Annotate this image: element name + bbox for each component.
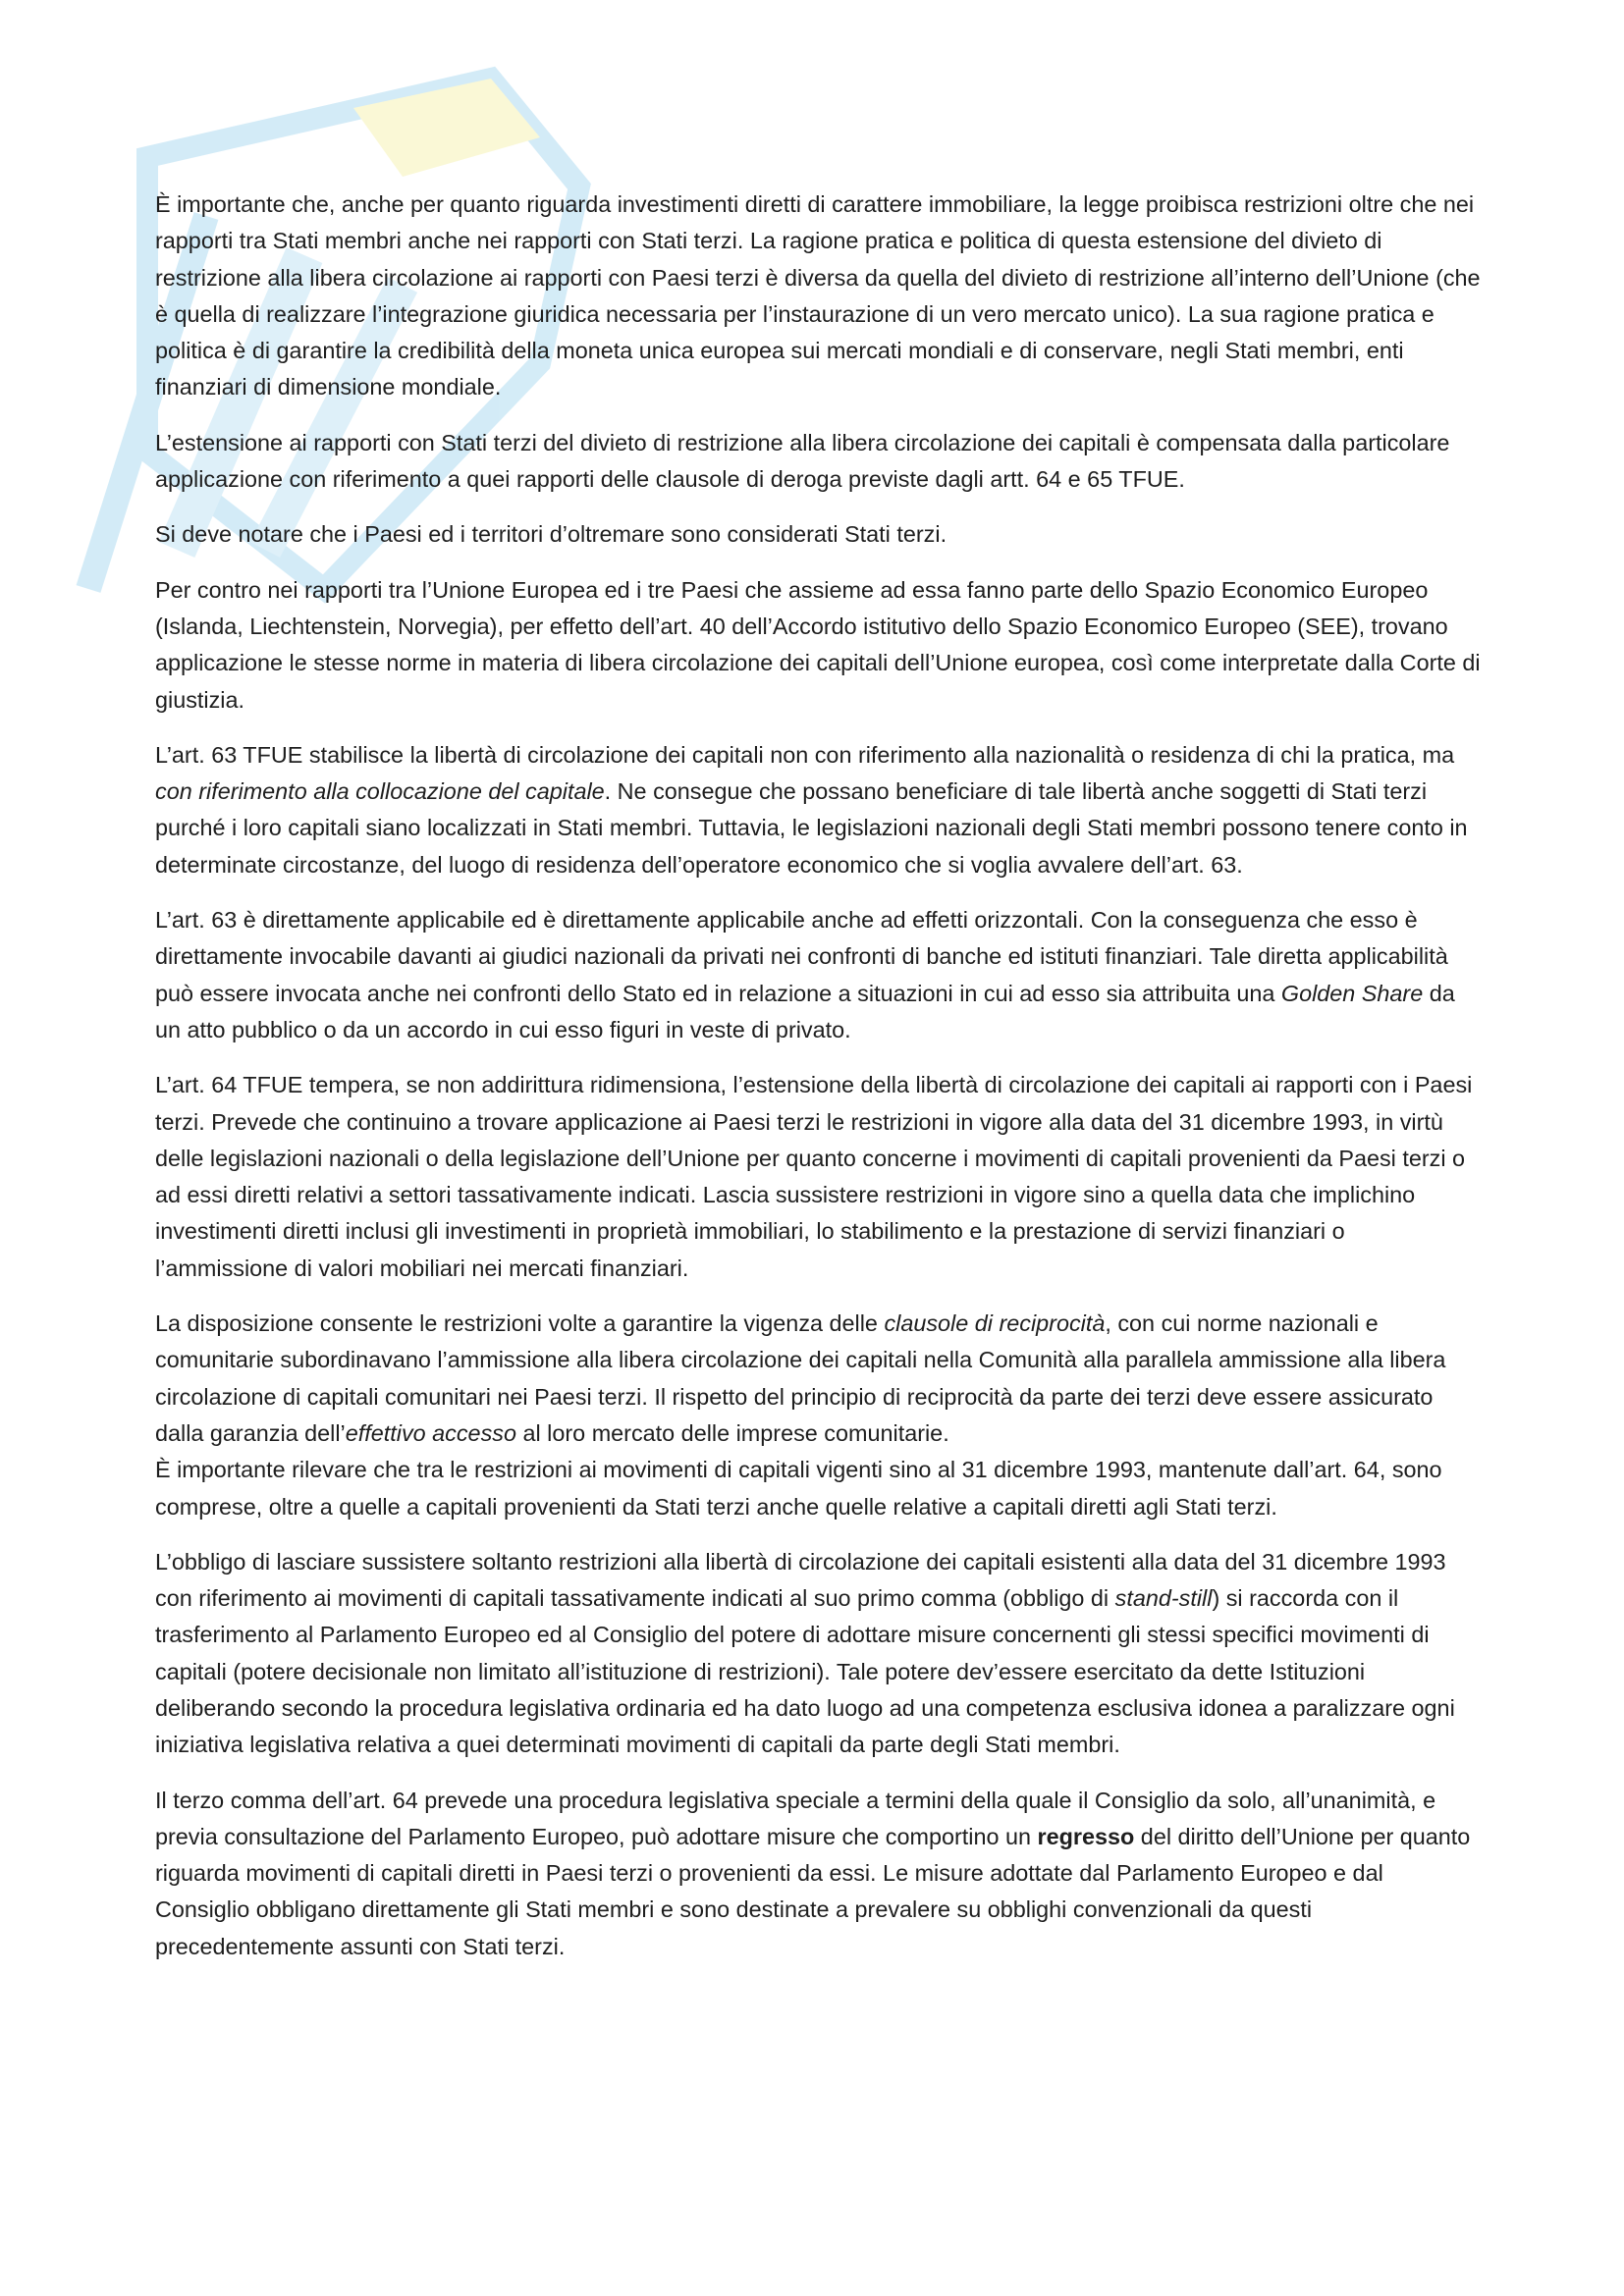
text-run: L’art. 63 TFUE stabilisce la libertà di circolazione dei capitali non con riferimento alla nazionalità o residenza di chi la pratica, ma — [155, 741, 1455, 768]
text-run: ) si raccorda con il trasferimento al Parlamento Europeo ed al Consiglio del potere di adottare misure concernenti gli stessi specifici movimenti di capitali (potere decisionale non limitato all’istituzione di restrizioni). Tale potere dev’essere esercitato da dette Istituzioni deliberando secondo la procedura legislativa ordinaria ed ha dato luogo ad una competenza esclusiva idonea a paralizzare ogni iniziativa legislativa relativa a quei determinati movimenti di capitali da parte degli Stati membri. — [155, 1585, 1455, 1758]
text-run: L’estensione ai rapporti con Stati terzi del divieto di restrizione alla libera circolazione dei capitali è compensata dalla particolare applicazione con riferimento a quei rapporti delle clausole di deroga previste dagli artt. 64 e 65 TFUE. — [155, 429, 1450, 493]
text-run: L’art. 63 è direttamente applicabile ed è direttamente applicabile anche ad effetti orizzontali. Con la conseguenza che esso è direttamente invocabile davanti ai giudici nazionali da privati nei confronti di banche ed istituti finanziari. Tale diretta applicabilità può essere invocata anche nei confronti dello Stato ed in relazione a situazioni in cui ad esso sia attribuita una — [155, 907, 1448, 1006]
watermark-banner-shape — [353, 79, 540, 177]
text-run: , con cui norme nazionali e comunitarie subordinavano l’ammissione alla libera circolazione dei capitali nella Comunità alla parallela ammissione alla libera circolazione di capitali comunitari nei Paesi terzi. Il rispetto del principio di reciprocità da parte dei terzi deve essere assicurato dalla garanzia dell’ — [155, 1310, 1446, 1446]
text-run: Per contro nei rapporti tra l’Unione Europea ed i tre Paesi che assieme ad essa fanno parte dello Spazio Economico Europeo (Islanda, Liechtenstein, Norvegia), per effetto dell’art. 40 dell’Accordo istitutivo dello Spazio Economico Europeo (SEE), trovano applicazione le stesse norme in materia di libera circolazione dei capitali dell’Unione europea, così come interpretate dalla Corte di giustizia. — [155, 576, 1481, 713]
text-run: La disposizione consente le restrizioni volte a garantire la vigenza delle — [155, 1310, 885, 1337]
paragraph-6 — [155, 902, 1481, 1048]
text-run: . Ne consegue che possano beneficiare di tale libertà anche soggetti di Stati terzi purché i loro capitali siano localizzati in Stati membri. Tuttavia, le legislazioni nazionali degli Stati membri possono tenere conto in determinate circostanze, del luogo di residenza dell’operatore economico che si voglia avvalere dell’art. 63. — [155, 778, 1468, 878]
italic-text: stand-still — [1114, 1585, 1213, 1612]
paragraph-4 — [155, 572, 1481, 719]
text-run: È importante che, anche per quanto riguarda investimenti diretti di carattere immobiliare, la legge proibisca restrizioni oltre che nei rapporti tra Stati membri anche nei rapporti con Stati terzi. La ragione pratica e politica di questa estensione del divieto di restrizione alla libera circolazione ai rapporti con Paesi terzi è diversa da quella del divieto di restrizione all’interno dell’Unione (che è quella di realizzare l’integrazione giuridica necessaria per l’instaurazione di un vero mercato unico). La sua ragione pratica e politica è di garantire la credibilità della moneta unica europea sui mercati mondiali e di conservare, negli Stati membri, enti finanziari di dimensione mondiale. — [155, 191, 1481, 400]
paragraph-9 — [155, 1544, 1481, 1764]
document-page — [155, 187, 1481, 1984]
paragraph-3 — [155, 516, 1481, 553]
italic-text: Golden Share — [1280, 980, 1424, 1006]
paragraph-8 — [155, 1306, 1481, 1525]
italic-text: effettivo accesso — [345, 1419, 516, 1446]
paragraph-10 — [155, 1783, 1481, 1965]
text-run: al loro mercato delle imprese comunitarie. — [515, 1419, 949, 1446]
paragraph-2 — [155, 425, 1481, 499]
text-run: da un atto pubblico o da un accordo in cui esso figuri in veste di privato. — [155, 980, 1455, 1042]
italic-text: clausole di reciprocità — [884, 1310, 1106, 1337]
text-run: Si deve notare che i Paesi ed i territori d’oltremare sono considerati Stati terzi. — [155, 521, 947, 548]
text-run: L’art. 64 TFUE tempera, se non addirittura ridimensiona, l’estensione della libertà di circolazione dei capitali ai rapporti con i Paesi terzi. Prevede che continuino a trovare applicazione ai Paesi terzi le restrizioni in vigore alla data del 31 dicembre 1993, in virtù delle legislazioni nazionali o della legislazione dell’Unione per quanto concerne i movimenti di capitali provenienti da Paesi terzi o ad essi diretti relativi a settori tassativamente indicati. Lascia sussistere restrizioni in vigore sino a quella data che implichino investimenti diretti inclusi gli investimenti in proprietà immobiliari, lo stabilimento e la prestazione di servizi finanziari o l’ammissione di valori mobiliari nei mercati finanziari. — [155, 1072, 1473, 1281]
paragraph-1 — [155, 187, 1481, 406]
text-run: È importante rilevare che tra le restrizioni ai movimenti di capitali vigenti sino al 31 dicembre 1993, mantenute dall’art. 64, sono comprese, oltre a quelle a capitali provenienti da Stati terzi anche quelle relative a capitali diretti agli Stati terzi. — [155, 1457, 1442, 1520]
bold-text: regresso — [1037, 1823, 1135, 1849]
text-run: Il terzo comma dell’art. 64 prevede una procedura legislativa speciale a termini della quale il Consiglio da solo, all’unanimità, e previa consultazione del Parlamento Europeo, può adottare misure che comportino un — [155, 1787, 1436, 1849]
text-run: del diritto dell’Unione per quanto riguarda movimenti di capitali diretti in Paesi terzi o provenienti da essi. Le misure adottate dal Parlamento Europeo e dal Consiglio obbligano direttamente gli Stati membri e sono destinate a prevalere su obblighi convenzionali da questi precedentemente assunti con Stati terzi. — [155, 1823, 1471, 1959]
text-run: L’obbligo di lasciare sussistere soltanto restrizioni alla libertà di circolazione dei capitali esistenti alla data del 31 dicembre 1993 con riferimento ai movimenti di capitali tassativamente indicati al suo primo comma (obbligo di — [155, 1548, 1446, 1612]
italic-text: con riferimento alla collocazione del capitale — [155, 778, 605, 805]
paragraph-5 — [155, 737, 1481, 883]
paragraph-7 — [155, 1067, 1481, 1287]
